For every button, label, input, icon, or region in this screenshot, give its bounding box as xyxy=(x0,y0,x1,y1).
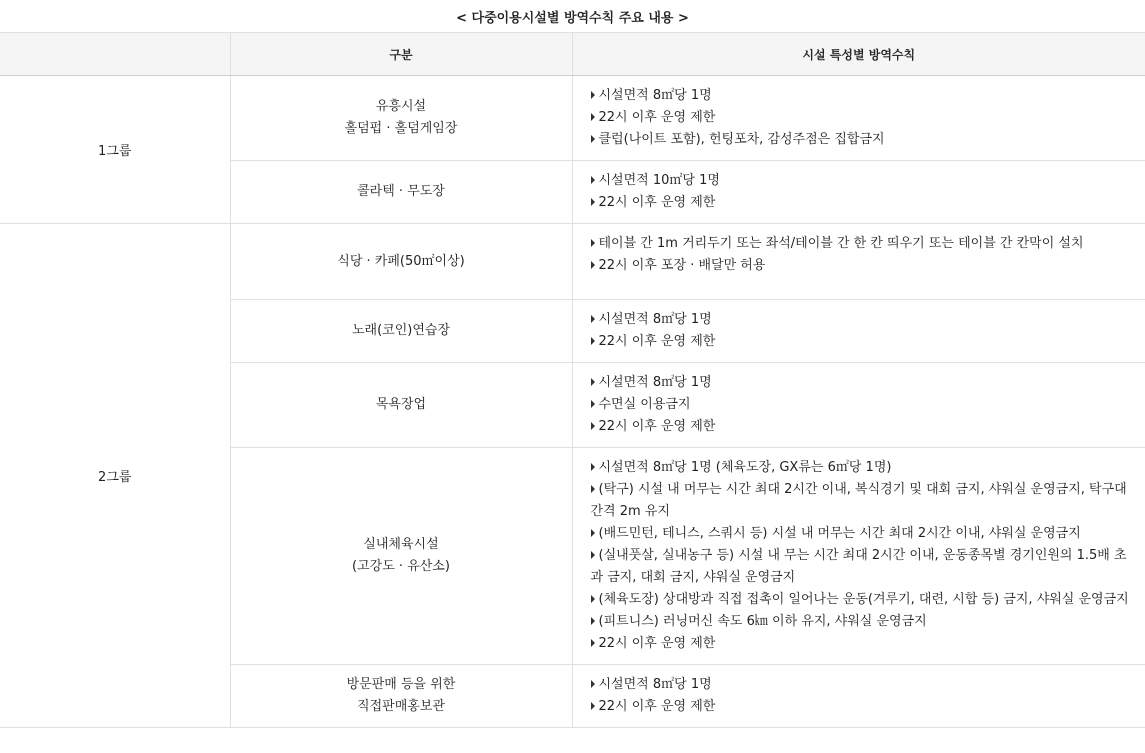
rule-item: (실내풋살, 실내농구 등) 시설 내 무는 시간 최대 2시간 이내, 운동종목별 경기인원의 1.5배 초과 금지, 대회 금지, 샤워실 운영금지 xyxy=(590,548,1127,585)
bullet-arrow-icon xyxy=(591,400,595,408)
bullet-arrow-icon xyxy=(591,617,595,625)
rules-cell xyxy=(572,76,1145,161)
facility-name: 방문판매 등을 위한 xyxy=(346,677,456,692)
bullet-arrow-icon xyxy=(591,113,595,121)
rules-cell xyxy=(572,665,1145,728)
bullet-arrow-icon xyxy=(591,485,595,493)
rule-item: (배드민턴, 테니스, 스쿼시 등) 시설 내 머무는 시간 최대 2시간 이내, 샤워실 운영금지 xyxy=(591,523,1138,545)
rule-item: (탁구) 시설 내 머무는 시간 최대 2시간 이내, 복식경기 및 대회 금지, 샤워실 운영금지, 탁구대 간격 2m 유지 xyxy=(590,482,1127,519)
rule-item: 22시 이후 포장 · 배달만 허용 xyxy=(591,255,1138,277)
table-row xyxy=(0,76,1145,161)
rule-item: 22시 이후 운영 제한 xyxy=(591,331,1138,353)
bullet-arrow-icon xyxy=(591,551,595,559)
rule-item: (피트니스) 러닝머신 속도 6㎞ 이하 유지, 샤워실 운영금지 xyxy=(591,611,1138,633)
bullet-arrow-icon xyxy=(591,463,595,471)
rule-item: 클럽(나이트 포함), 헌팅포차, 감성주점은 집합금지 xyxy=(591,129,1138,151)
rules-cell xyxy=(572,448,1145,665)
facility-cell xyxy=(230,363,572,448)
bullet-arrow-icon xyxy=(591,176,595,184)
facility-name: 유흥시설 xyxy=(375,99,427,114)
facility-name: 식당 · 카페(50㎡이상) xyxy=(337,253,465,269)
rule-item: 시설면적 10㎡당 1명 xyxy=(591,170,1138,192)
rule-item: 시설면적 8㎡당 1명 xyxy=(591,372,1138,394)
facility-cell xyxy=(230,76,572,161)
header-category: 구분 xyxy=(230,33,572,76)
facility-name: 노래(코인)연습장 xyxy=(351,323,451,338)
rule-item: 시설면적 8㎡당 1명 xyxy=(591,309,1138,331)
bullet-arrow-icon xyxy=(591,315,595,323)
facility-cell xyxy=(230,665,572,728)
facility-cell xyxy=(230,224,572,300)
quarantine-rules-table xyxy=(0,32,1145,728)
facility-name: 실내체육시설 xyxy=(363,537,439,552)
bullet-arrow-icon xyxy=(591,198,595,206)
facility-name: (고강도 · 유산소) xyxy=(352,559,450,574)
rule-item: 시설면적 8㎡당 1명 xyxy=(591,674,1138,696)
bullet-arrow-icon xyxy=(591,422,595,430)
facility-cell xyxy=(230,161,572,224)
facility-cell xyxy=(230,448,572,665)
bullet-arrow-icon xyxy=(591,702,595,710)
bullet-arrow-icon xyxy=(591,378,595,386)
rule-item: 22시 이후 운영 제한 xyxy=(591,107,1138,129)
rule-item: 22시 이후 운영 제한 xyxy=(591,633,1138,655)
facility-cell xyxy=(230,300,572,363)
rule-item: 테이블 간 1m 거리두기 또는 좌석/테이블 간 한 칸 띄우기 또는 테이블 간 칸막이 설치 xyxy=(591,233,1138,255)
rule-item: 수면실 이용금지 xyxy=(591,394,1138,416)
facility-name: 콜라텍 · 무도장 xyxy=(357,184,445,199)
bullet-arrow-icon xyxy=(591,135,595,143)
rules-cell xyxy=(572,224,1145,300)
rules-cell xyxy=(572,363,1145,448)
rules-cell xyxy=(572,161,1145,224)
rule-item: 시설면적 8㎡당 1명 (체육도장, GX류는 6㎡당 1명) xyxy=(591,457,1138,479)
bullet-arrow-icon xyxy=(591,261,595,269)
rule-item: 22시 이후 운영 제한 xyxy=(591,192,1138,214)
group-label: 1그룹 xyxy=(0,76,230,224)
header-rules: 시설 특성별 방역수칙 xyxy=(572,33,1145,76)
group-label: 2그룹 xyxy=(0,224,230,728)
bullet-arrow-icon xyxy=(591,680,595,688)
bullet-arrow-icon xyxy=(591,639,595,647)
rules-cell xyxy=(572,300,1145,363)
facility-name: 직접판매홍보관 xyxy=(357,699,445,714)
bullet-arrow-icon xyxy=(591,595,595,603)
table-row xyxy=(0,224,1145,300)
rule-item: 22시 이후 운영 제한 xyxy=(591,696,1138,718)
bullet-arrow-icon xyxy=(591,239,595,247)
bullet-arrow-icon xyxy=(591,91,595,99)
table-title: < 다중이용시설별 방역수칙 주요 내용 > xyxy=(456,11,689,26)
bullet-arrow-icon xyxy=(591,337,595,345)
header-row xyxy=(0,33,1145,76)
header-empty xyxy=(0,33,230,76)
rule-item: 22시 이후 운영 제한 xyxy=(591,416,1138,438)
facility-name: 목욕장업 xyxy=(375,397,427,412)
facility-name: 홀덤펍 · 홀덤게임장 xyxy=(344,121,458,136)
rule-item: 시설면적 8㎡당 1명 xyxy=(591,85,1138,107)
rule-item: (체육도장) 상대방과 직접 접촉이 일어나는 운동(겨루기, 대련, 시합 등) 금지, 샤워실 운영금지 xyxy=(591,589,1138,611)
bullet-arrow-icon xyxy=(591,529,595,537)
